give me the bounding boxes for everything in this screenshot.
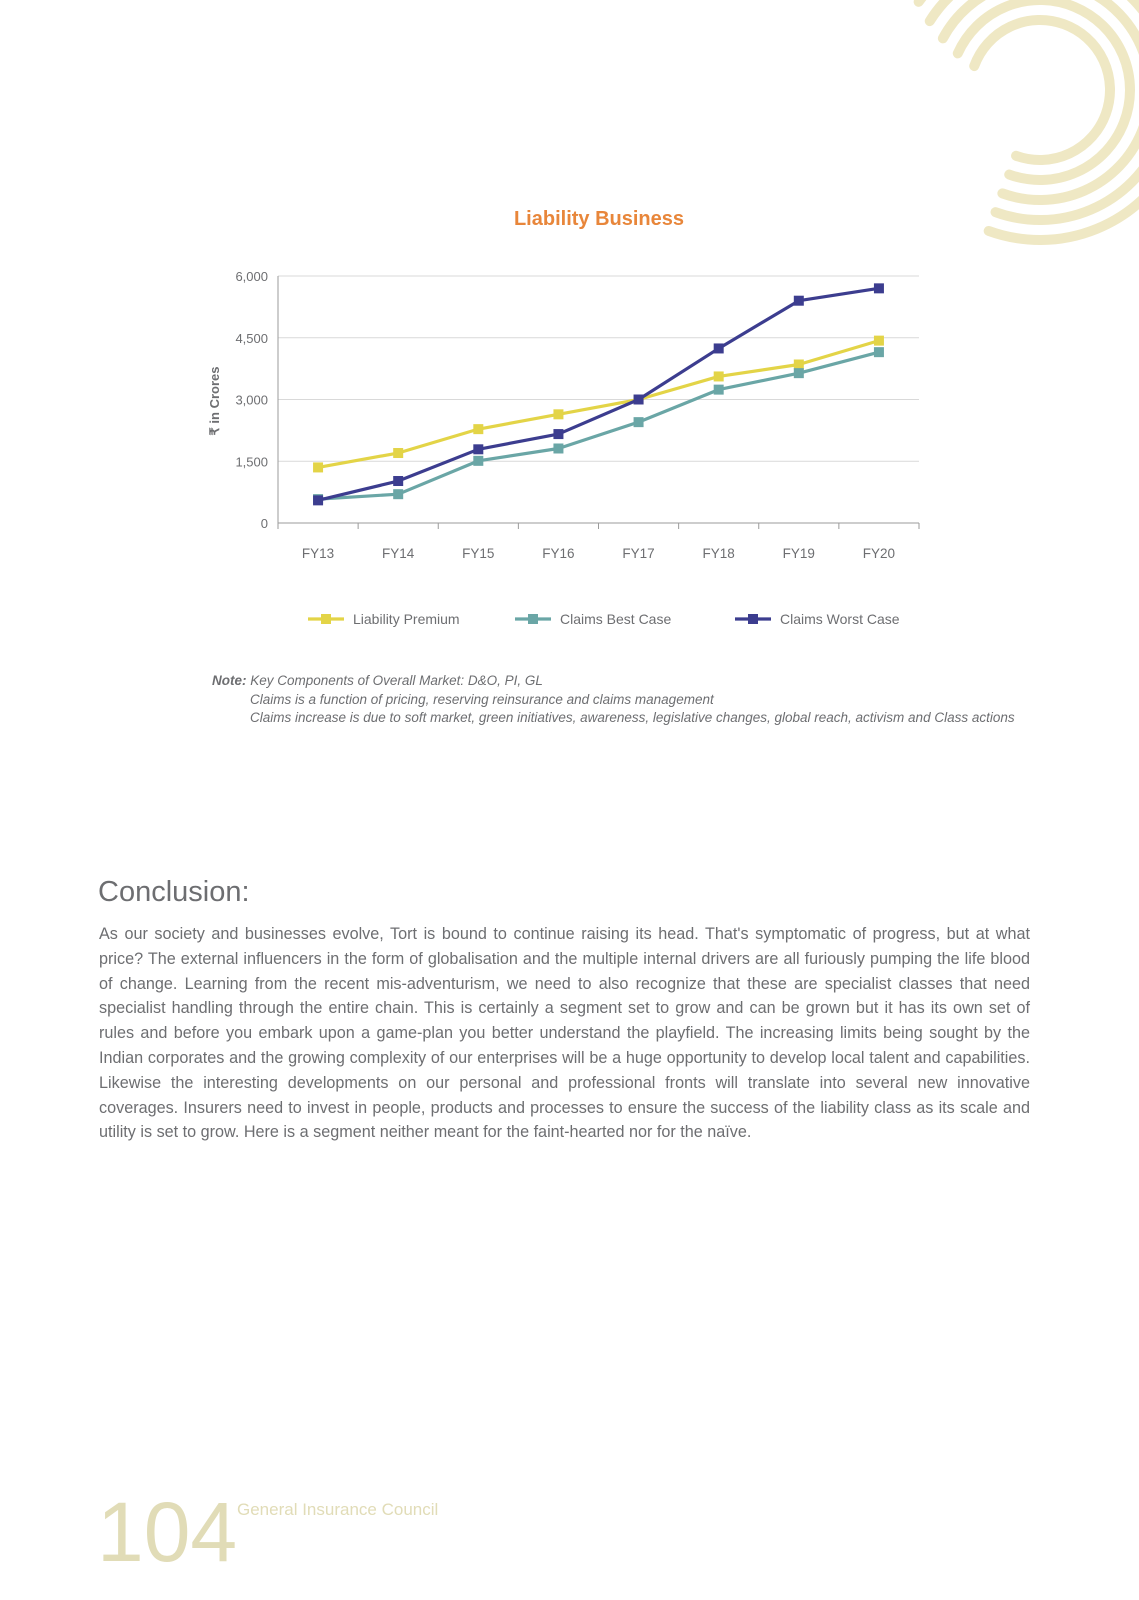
data-point — [313, 462, 323, 472]
y-tick-label: 0 — [260, 516, 268, 531]
chart-series — [313, 283, 884, 505]
y-tick-label: 6,000 — [235, 269, 268, 284]
y-tick-label: 3,000 — [235, 392, 268, 408]
data-point — [634, 417, 644, 427]
data-point — [714, 385, 724, 395]
conclusion-body: As our society and businesses evolve, Tort is bound to continue raising its head. That's symptomatic of progress, but at what price? The external influencers in the form of globalisation and the multiple internal drivers are all furiously pumping the life blood of change. Learning from the recent mis-adventurism, we need to also recognize that these are specialist classes that need specialist handling through the entire chain. This is certainly a segment set to grow and can be grown but it has its own set of rules and before you embark upon a game-plan you better understand the playfield. The increasing limits being sought by the Indian corporates and the growing complexity of our enterprises will be a huge opportunity to develop local talent and capabilities. Likewise the interesting developments on our personal and professional fronts will translate into several new innovative coverages. Insurers need to invest in people, products and processes to ensure the success of the liability class as its scale and utility is set to grow. Here is a segment neither meant for the faint-hearted nor for the naïve. — [99, 925, 1030, 1142]
chart-title: Liability Business — [513, 208, 685, 230]
legend-label: Claims Worst Case — [780, 611, 900, 627]
x-tick-label: FY17 — [622, 546, 655, 561]
y-axis-label: ₹ in Crores — [207, 366, 222, 436]
x-tick-label: FY15 — [462, 546, 495, 561]
note-line-3: Claims increase is due to soft market, green initiatives, awareness, legislative changes, global reach, activism and Class actions — [250, 710, 1015, 725]
conclusion-heading: Conclusion: — [98, 876, 250, 908]
data-point — [794, 296, 804, 306]
x-tick-label: FY19 — [782, 546, 815, 561]
note-line-1: Key Components of Overall Market: D&O, PI, GL — [250, 673, 543, 688]
x-tick-label: FY16 — [542, 546, 575, 561]
data-point — [794, 360, 804, 370]
data-point — [393, 489, 403, 499]
data-point — [473, 456, 483, 466]
data-point — [553, 409, 563, 419]
legend-swatch-marker — [321, 614, 331, 624]
note-line-2: Claims is a function of pricing, reserving reinsurance and claims management — [250, 691, 714, 707]
data-point — [714, 343, 724, 353]
x-tick-label: FY20 — [862, 546, 896, 561]
data-point — [553, 443, 563, 453]
chart-axes — [235, 269, 919, 561]
data-point — [874, 336, 884, 346]
data-point — [634, 395, 644, 405]
data-point — [473, 444, 483, 454]
x-tick-label: FY18 — [702, 546, 735, 561]
y-tick-label: 1,500 — [235, 454, 268, 470]
data-point — [714, 371, 724, 381]
data-point — [874, 283, 884, 293]
x-tick-label: FY13 — [301, 546, 335, 561]
legend-label: Liability Premium — [353, 611, 460, 627]
legend-swatch-marker — [528, 614, 538, 624]
data-point — [393, 476, 403, 486]
data-point — [393, 448, 403, 458]
page-number: 104 — [97, 1485, 238, 1579]
data-point — [473, 424, 483, 434]
liability-chart — [0, 0, 1139, 650]
chart-legend — [308, 611, 900, 627]
footer-title: General Insurance Council — [237, 1500, 439, 1519]
y-tick-label: 4,500 — [235, 330, 268, 346]
x-tick-label: FY14 — [382, 546, 415, 561]
data-point — [313, 495, 323, 505]
legend-label: Claims Best Case — [560, 611, 672, 627]
chart-note — [212, 672, 1015, 728]
data-point — [553, 429, 563, 439]
series-line — [318, 288, 879, 500]
note-label: Note: — [212, 673, 247, 688]
legend-swatch-marker — [748, 614, 758, 624]
data-point — [794, 368, 804, 378]
data-point — [874, 347, 884, 357]
